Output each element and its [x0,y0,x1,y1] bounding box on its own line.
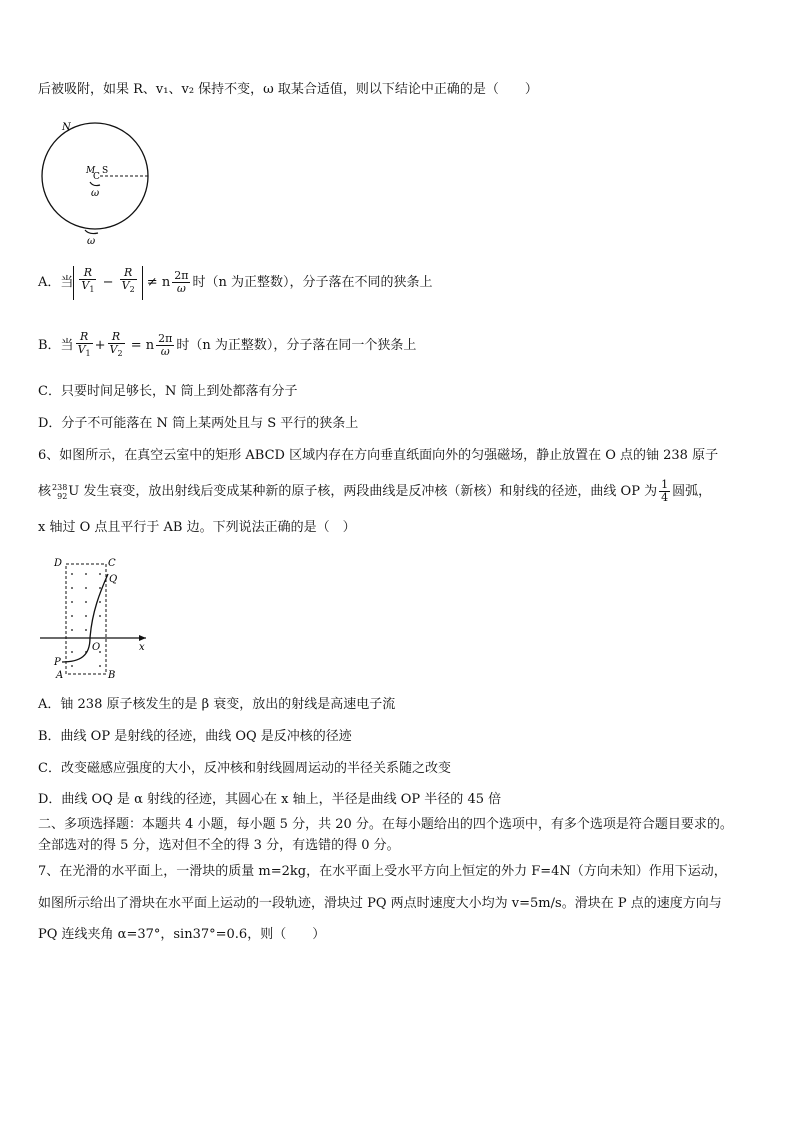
q5-cylinder-figure [40,118,165,248]
label-d: D [54,558,63,569]
omega-outer-arrow-icon [85,230,98,234]
label-q: Q [109,574,118,585]
label-b: B [108,670,116,681]
q6-option-a: A．铀 238 原子核发生的是 β 衰变，放出的射线是高速电子流 [38,697,396,712]
q5-option-b: B．当 $\frac{R}{V_1}$ + $\frac{R}{V_2}$ = n $\frac{2\pi}{\omega}$ 时（n 为正整数），分子落在同一个狭条上 [38,329,417,359]
uranium-nuclide: 238 92 [52,482,68,501]
label-c: C [93,172,100,182]
label-omega-outer: ω [87,236,96,247]
label-omega-inner: ω [91,188,100,199]
q6-stem-line3: x 轴过 O 点且平行于 AB 边。下列说法正确的是（ ） [38,520,356,535]
label-a: A [56,670,64,681]
label-s: S [102,166,109,176]
q5-stem: 后被吸附，如果 R、v₁、v₂ 保持不变，ω 取某合适值，则以下结论中正确的是（ ） [38,82,538,97]
field-region-abcd [66,564,106,674]
q7-stem-line3: PQ 连线夹角 α=37°，sin37°=0.6，则（ ） [38,927,326,942]
section2-instructions-line1: 二、多项选择题：本题共 4 小题，每小题 5 分，共 20 分。在每小题给出的四个选项中，有多个选项是符合题目要求的。 [38,817,733,832]
label-m: M [86,166,96,176]
label-o: O [92,642,101,653]
q5-option-c: C．只要时间足够长，N 筒上到处都落有分子 [38,384,298,399]
label-x: x [139,642,145,653]
q7-stem-line1: 7、在光滑的水平面上，一滑块的质量 m=2kg，在水平面上受水平方向上恒定的外力 F=4N（方向未知）作用下运动， [38,864,727,879]
q7-stem-line2: 如图所示给出了滑块在水平面上运动的一段轨迹，滑块过 PQ 两点时速度大小均为 v=5m/s。滑块在 P 点的速度方向与 [38,896,722,911]
q6-stem-line2: 核 238 92 U 发生衰变，放出射线后变成某种新的原子核，两段曲线是反冲核（新核）和射线的径迹，曲线 OP 为 $\frac{1}{4}$ 圆弧， [38,478,712,504]
omega-inner-arrow-icon [90,182,100,186]
label-n: N [62,122,71,133]
q6-cloud-chamber-figure [36,552,161,682]
q6-stem-line1: 6、如图所示，在真空云室中的矩形 ABCD 区域内存在方向垂直纸面向外的匀强磁场，静止放置在 O 点的铀 238 原子 [38,448,719,463]
label-p: P [54,657,61,668]
q5-option-d: D．分子不可能落在 N 筒上某两处且与 S 平行的狭条上 [38,416,359,431]
label-c: C [108,558,116,569]
q6-option-b: B．曲线 OP 是射线的径迹，曲线 OQ 是反冲核的径迹 [38,729,352,744]
q6-option-c: C．改变磁感应强度的大小，反冲核和射线圆周运动的半径关系随之改变 [38,761,451,776]
q6-option-d: D．曲线 OQ 是 α 射线的径迹，其圆心在 x 轴上，半径是曲线 OP 半径的 45 倍 [38,792,502,807]
track-oq [90,574,108,638]
section2-instructions-line2: 全部选对的得 5 分，选对但不全的得 3 分，有选错的得 0 分。 [38,838,400,853]
q5-option-a: A．当 $\frac{R}{V_1}$ − $\frac{R}{V_2}$ ≠ n $\frac{2\pi}{\omega}$ 时（n 为正整数），分子落在不同的狭条上 [38,265,432,301]
x-axis-arrow-icon [139,635,146,641]
abs-expression: $\frac{R}{V_1}$ − $\frac{R}{V_2}$ [73,266,142,300]
